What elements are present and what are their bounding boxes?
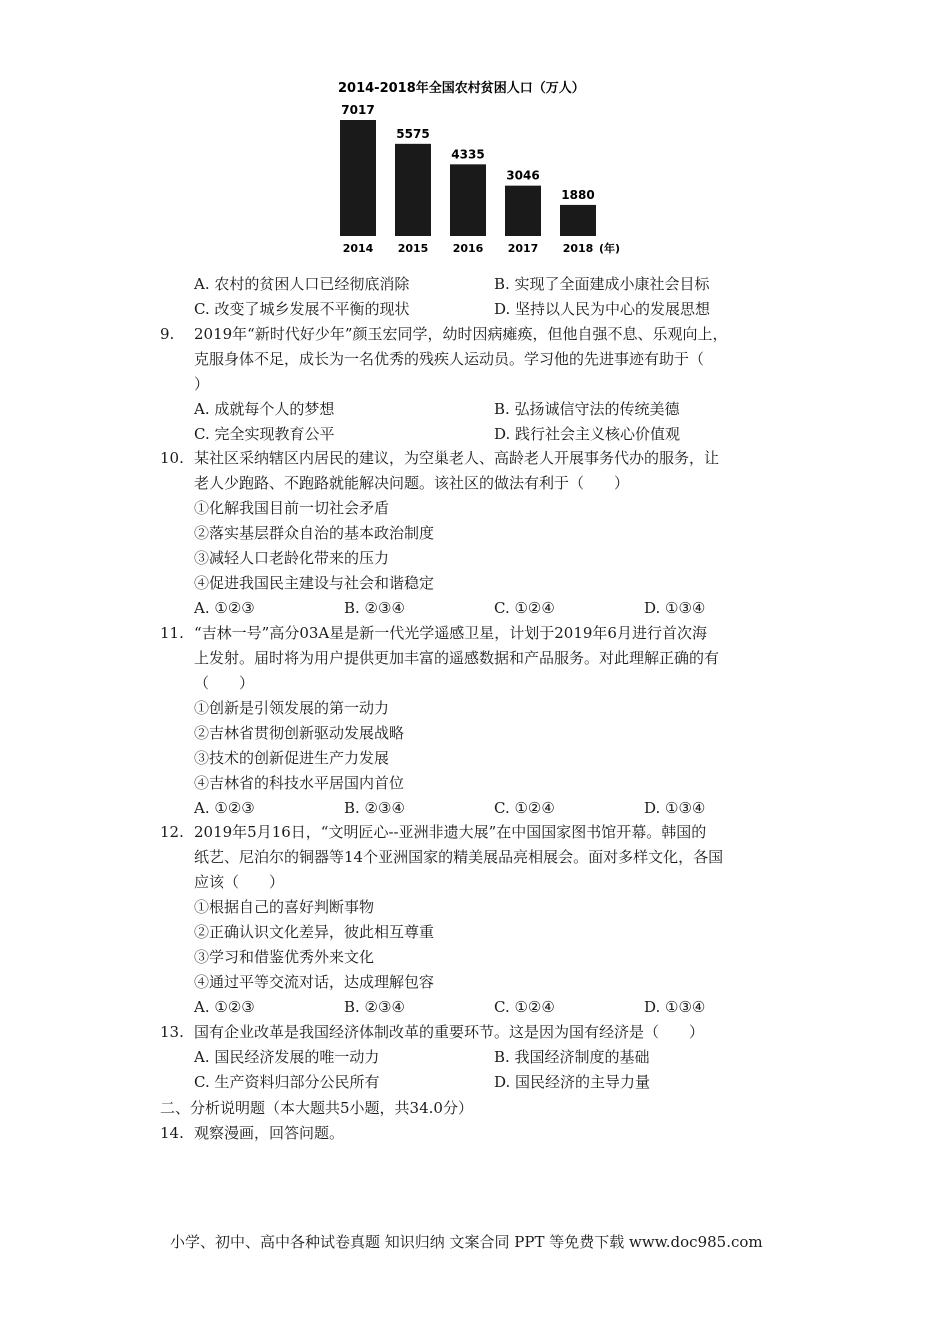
statement-4: ④促进我国民主建设与社会和谐稳定 [194,574,435,592]
statement-3: ③学习和借鉴优秀外来文化 [194,948,375,966]
q9-option-c[interactable]: C. 完全实现教育公平 [194,425,335,443]
q12-option-c[interactable]: C. ①②④ [494,998,555,1016]
q11-option-d[interactable]: D. ①③④ [644,799,706,817]
q10-option-c[interactable]: C. ①②④ [494,599,555,617]
bar-2015 [395,144,431,236]
question-text-line: 国有企业改革是我国经济体制改革的重要环节。这是因为国有经济是（ ） [194,1023,705,1041]
statement-3: ③技术的创新促进生产力发展 [194,749,390,767]
statement-2: ②正确认识文化差异，彼此相互尊重 [194,923,435,941]
statement-4: ④吉林省的科技水平居国内首位 [194,774,405,792]
q8-option-c[interactable]: C. 改变了城乡发展不平衡的现状 [194,300,410,318]
q8-option-b[interactable]: B. 实现了全面建成小康社会目标 [494,275,710,293]
statement-2: ②落实基层群众自治的基本政治制度 [194,524,435,542]
q8-option-a[interactable]: A. 农村的贫困人口已经彻底消除 [194,275,410,293]
question-text-line: 2019年5月16日，“文明匠心--亚洲非遗大展”在中国国家图书馆开幕。韩国的 [194,823,707,841]
question-8-options [160,272,800,322]
statement-1: ①创新是引领发展的第一动力 [194,699,390,717]
bar-2016 [450,164,486,236]
q10-option-b[interactable]: B. ②③④ [344,599,405,617]
x-tick-label: 2017 [507,242,539,255]
question-number: 10. [160,449,184,467]
chart-canvas [330,74,630,260]
question-10 [160,446,800,621]
statement-2: ②吉林省贯彻创新驱动发展战略 [194,724,405,742]
question-text-line: 2019年“新时代好少年”颜玉宏同学，幼时因病瘫痪，但他自强不息、乐观向上， [194,325,728,343]
question-11 [160,621,800,821]
x-tick-label: 2016 [452,242,484,255]
question-number: 11. [160,624,184,642]
x-axis-unit-label: (年) [599,242,621,255]
q11-option-a[interactable]: A. ①②③ [194,799,255,817]
bar-2018 [560,205,596,236]
question-12 [160,820,800,1020]
section-2-heading: 二、分析说明题（本大题共5小题，共34.0分） [160,1099,473,1117]
poverty-bar-chart [330,74,630,260]
question-13 [160,1020,800,1095]
q9-option-b[interactable]: B. 弘扬诚信守法的传统美德 [494,400,680,418]
q8-option-d[interactable]: D. 坚持以人民为中心的发展思想 [494,300,711,318]
q13-option-a[interactable]: A. 国民经济发展的唯一动力 [194,1048,380,1066]
bar-value-label: 1880 [561,187,595,202]
statement-3: ③减轻人口老龄化带来的压力 [194,549,390,567]
question-text-line: 观察漫画，回答问题。 [194,1124,345,1142]
bar-value-label: 5575 [396,126,430,141]
question-text-line: 克服身体不足，成长为一名优秀的残疾人运动员。学习他的先进事迹有助于（ [194,350,705,368]
q12-option-d[interactable]: D. ①③④ [644,998,706,1016]
question-9 [160,322,800,447]
bar-value-label: 4335 [451,147,485,162]
page-footer: 小学、初中、高中各种试卷真题 知识归纳 文案合同 PPT 等免费下载 www.doc985.com [170,1233,763,1251]
bar-2017 [505,186,541,236]
question-text-line: （ ） [194,674,255,692]
q13-option-c[interactable]: C. 生产资料归部分公民所有 [194,1073,380,1091]
q10-option-d[interactable]: D. ①③④ [644,599,706,617]
x-tick-label: 2018 [562,242,594,255]
bar-value-label: 7017 [341,103,375,117]
question-text-line: 某社区采纳辖区内居民的建议，为空巢老人、高龄老人开展事务代办的服务，让 [194,449,720,467]
question-number: 9. [160,325,175,343]
x-tick-label: 2014 [342,242,374,255]
bar-2014 [340,120,376,236]
q13-option-b[interactable]: B. 我国经济制度的基础 [494,1048,650,1066]
q9-option-d[interactable]: D. 践行社会主义核心价值观 [494,425,681,443]
question-number: 12. [160,823,184,841]
question-text-line: “吉林一号”高分03A星是新一代光学遥感卫星，计划于2019年6月进行首次海 [194,624,707,642]
question-14 [160,1121,800,1146]
bar-value-label: 3046 [506,168,540,183]
statement-1: ①化解我国目前一切社会矛盾 [194,499,390,517]
q12-option-b[interactable]: B. ②③④ [344,998,405,1016]
q12-option-a[interactable]: A. ①②③ [194,998,255,1016]
q11-option-b[interactable]: B. ②③④ [344,799,405,817]
question-text-line: 上发射。届时将为用户提供更加丰富的遥感数据和产品服务。对此理解正确的有 [194,649,720,667]
q10-option-a[interactable]: A. ①②③ [194,599,255,617]
q9-option-a[interactable]: A. 成就每个人的梦想 [194,400,335,418]
question-text-line: 老人少跑路、不跑路就能解决问题。该社区的做法有利于（ ） [194,474,630,492]
statement-4: ④通过平等交流对话，达成理解包容 [194,973,435,991]
x-tick-label: 2015 [397,242,429,255]
question-number: 13. [160,1023,184,1041]
question-number: 14. [160,1124,184,1142]
q13-option-d[interactable]: D. 国民经济的主导力量 [494,1073,651,1091]
chart-title: 2014-2018年全国农村贫困人口（万人） [338,81,585,96]
question-text-line: ） [194,375,210,393]
question-text-line: 应该（ ） [194,873,285,891]
question-text-line: 纸艺、尼泊尔的铜器等14个亚洲国家的精美展品亮相展会。面对多样文化，各国 [194,848,724,866]
statement-1: ①根据自己的喜好判断事物 [194,898,375,916]
q11-option-c[interactable]: C. ①②④ [494,799,555,817]
